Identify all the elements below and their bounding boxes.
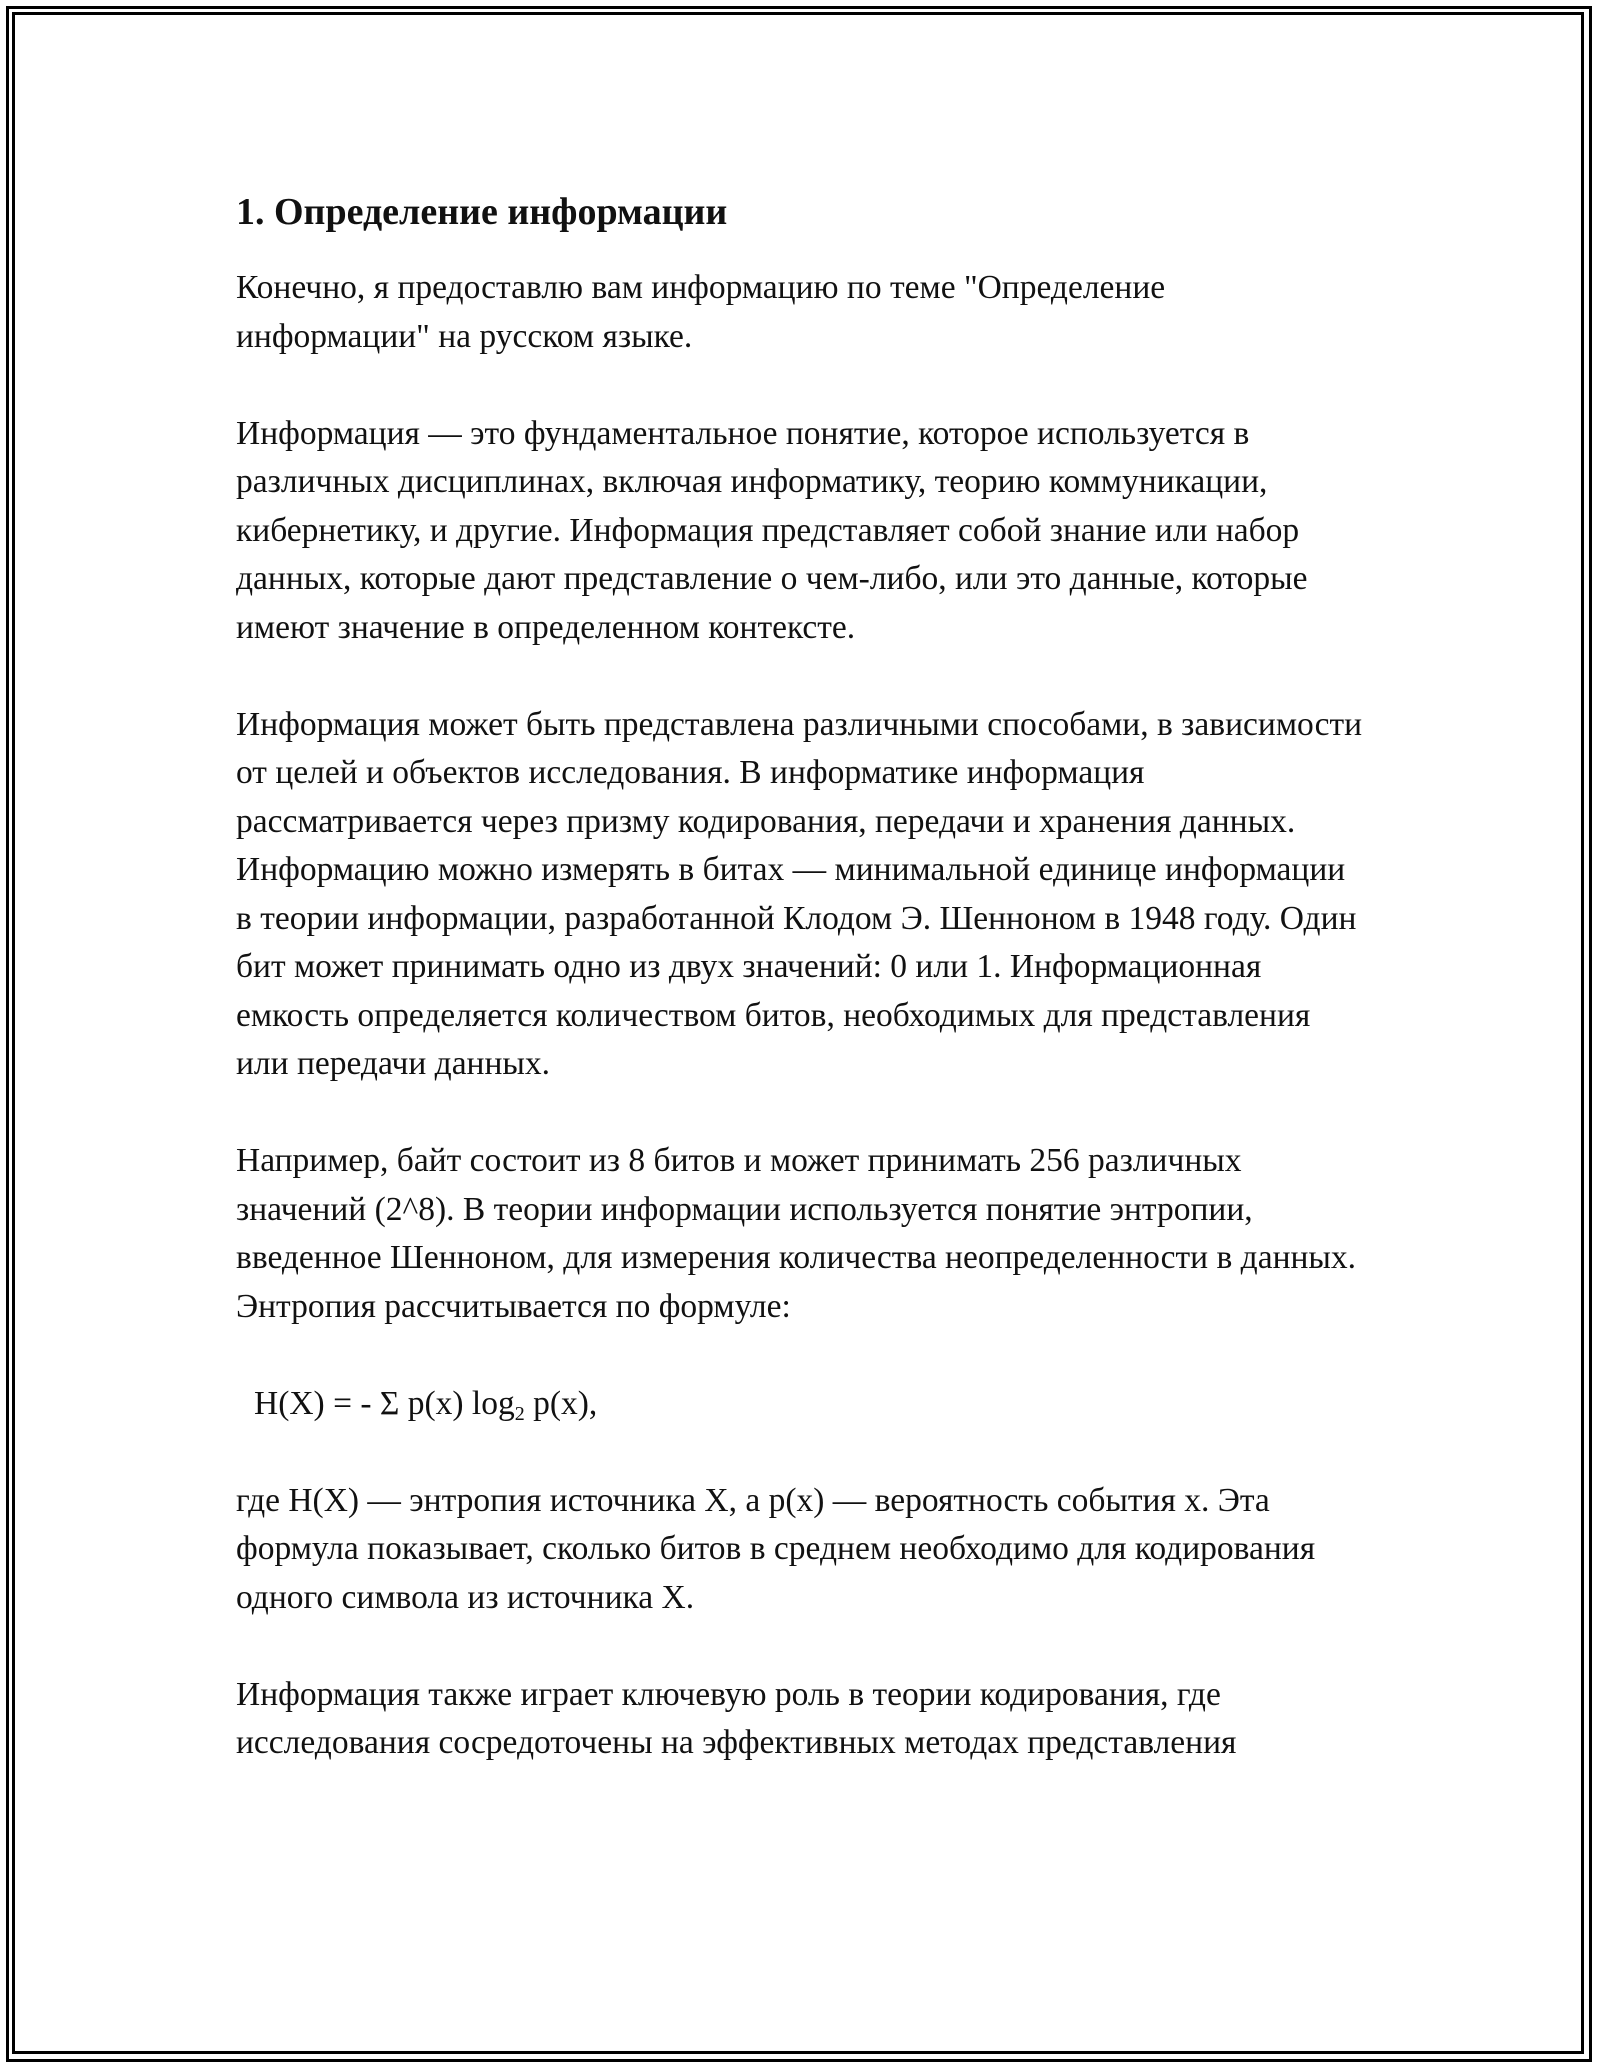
paragraph-definition: Информация — это фундаментальное понятие, которое используется в различных дисциплинах, включая информатику, теорию коммуникации, кибернетику, и другие. Информация представляет собой знание или набор данных, которые дают представление о чем-либо, или это данные, которые имеют значение в определенном контексте. — [236, 414, 1308, 646]
document-body — [236, 186, 1366, 1816]
section-heading: 1. Определение информации — [236, 191, 728, 233]
paragraph-coding-theory: Информация также играет ключевую роль в теории кодирования, где исследования сосредоточены на эффективных методах представления — [236, 1675, 1237, 1761]
formula-tail: p(x), — [524, 1384, 598, 1422]
formula-main: H(X) = - Σ p(x) log — [254, 1384, 515, 1422]
formula-log-base: 2 — [514, 1402, 525, 1425]
paragraph-entropy: Например, байт состоит из 8 битов и может принимать 256 различных значений (2^8). В теории информации используется понятие энтропии, введенное Шенноном, для измерения количества неопределенности в данных. Энтропия рассчитывается по формуле: — [236, 1142, 1357, 1325]
paragraph-intro: Конечно, я предоставлю вам информацию по теме "Определение информации" на русском языке. — [236, 269, 1166, 355]
entropy-formula — [236, 1380, 1366, 1429]
paragraph-formula-explanation: где H(X) — энтропия источника X, а p(x) — вероятность события x. Эта формула показывает, сколько битов в среднем необходимо для кодирования одного символа из источника X. — [236, 1481, 1316, 1616]
paragraph-representation: Информация может быть представлена различными способами, в зависимости от целей и объектов исследования. В информатике информация рассматривается через призму кодирования, передачи и хранения данных. Информацию можно измерять в битах — минимальной единице информации в теории информации, разработанной Клодом Э. Шенноном в 1948 году. Один бит может принимать одно из двух значений: 0 или 1. Информационная емкость определяется количеством битов, необходимых для представления или передачи данных. — [236, 705, 1363, 1082]
